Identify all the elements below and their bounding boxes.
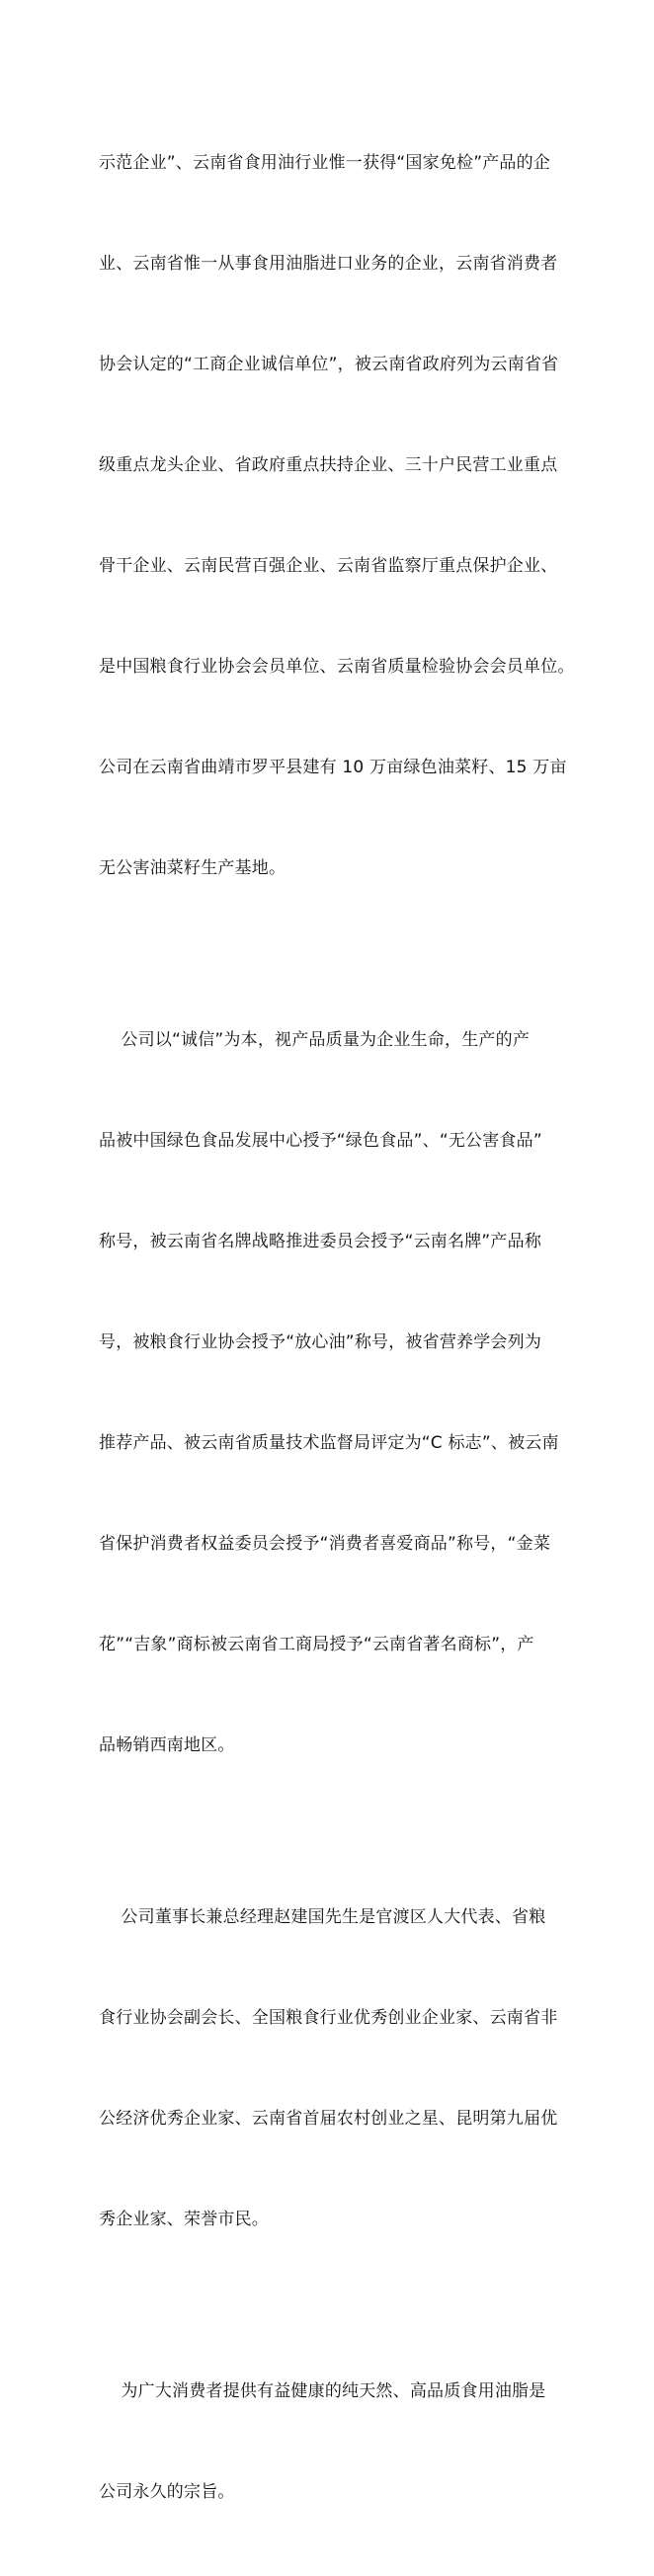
text-line: 品畅销西南地区。 bbox=[99, 1735, 235, 1755]
text-line: 花”“吉象”商标被云南省工商局授予“云南省著名商标”，产 bbox=[99, 1635, 534, 1654]
text-line: 号，被粮食行业协会授予“放心油”称号，被省营养学会列为 bbox=[99, 1332, 542, 1352]
text-line: 公司以“诚信”为本，视产品质量为企业生命，生产的产 bbox=[99, 1030, 531, 1050]
text-line: 是中国粮食行业协会会员单位、云南省质量检验协会会员单位。 bbox=[99, 657, 575, 677]
text-line: 无公害油菜籽生产基地。 bbox=[99, 858, 286, 878]
text-line: 省保护消费者权益委员会授予“消费者喜爱商品”称号，“金菜 bbox=[99, 1534, 551, 1554]
body-text bbox=[99, 79, 575, 2576]
text-line: 骨干企业、云南民营百强企业、云南省监察厅重点保护企业、 bbox=[99, 556, 558, 576]
text-line: 品被中国绿色食品发展中心授予“绿色食品”、“无公害食品” bbox=[99, 1131, 542, 1151]
text-line: 示范企业”、云南省食用油行业惟一获得“国家免检”产品的企 bbox=[99, 153, 551, 173]
paragraph-gap bbox=[99, 952, 563, 956]
text-line: 公司董事长兼总经理赵建国先生是官渡区人大代表、省粮 bbox=[99, 1907, 546, 1927]
text-line: 协会认定的“工商企业诚信单位”，被云南省政府列为云南省省 bbox=[99, 355, 559, 374]
text-line: 推荐产品、被云南省质量技术监督局评定为“C 标志”、被云南 bbox=[99, 1433, 559, 1453]
text-line: 公司永久的宗旨。 bbox=[99, 2482, 235, 2502]
paragraph-gap bbox=[99, 2303, 563, 2307]
text-line: 秀企业家、荣誉市民。 bbox=[99, 2210, 269, 2229]
text-line: 公经济优秀企业家、云南省首届农村创业之星、昆明第九届优 bbox=[99, 2109, 558, 2129]
text-line: 称号，被云南省名牌战略推进委员会授予“云南名牌”产品称 bbox=[99, 1232, 542, 1251]
text-line: 食行业协会副会长、全国粮食行业优秀创业企业家、云南省非 bbox=[99, 2008, 558, 2028]
text-line: 级重点龙头企业、省政府重点扶持企业、三十户民营工业重点 bbox=[99, 455, 558, 475]
text-line: 公司在云南省曲靖市罗平县建有 10 万亩绿色油菜籽、15 万亩 bbox=[99, 758, 567, 777]
paragraph-gap bbox=[99, 1829, 563, 1833]
text-line: 为广大消费者提供有益健康的纯天然、高品质食用油脂是 bbox=[99, 2381, 546, 2401]
text-line: 业、云南省惟一从事食用油脂进口业务的企业，云南省消费者 bbox=[99, 254, 558, 274]
